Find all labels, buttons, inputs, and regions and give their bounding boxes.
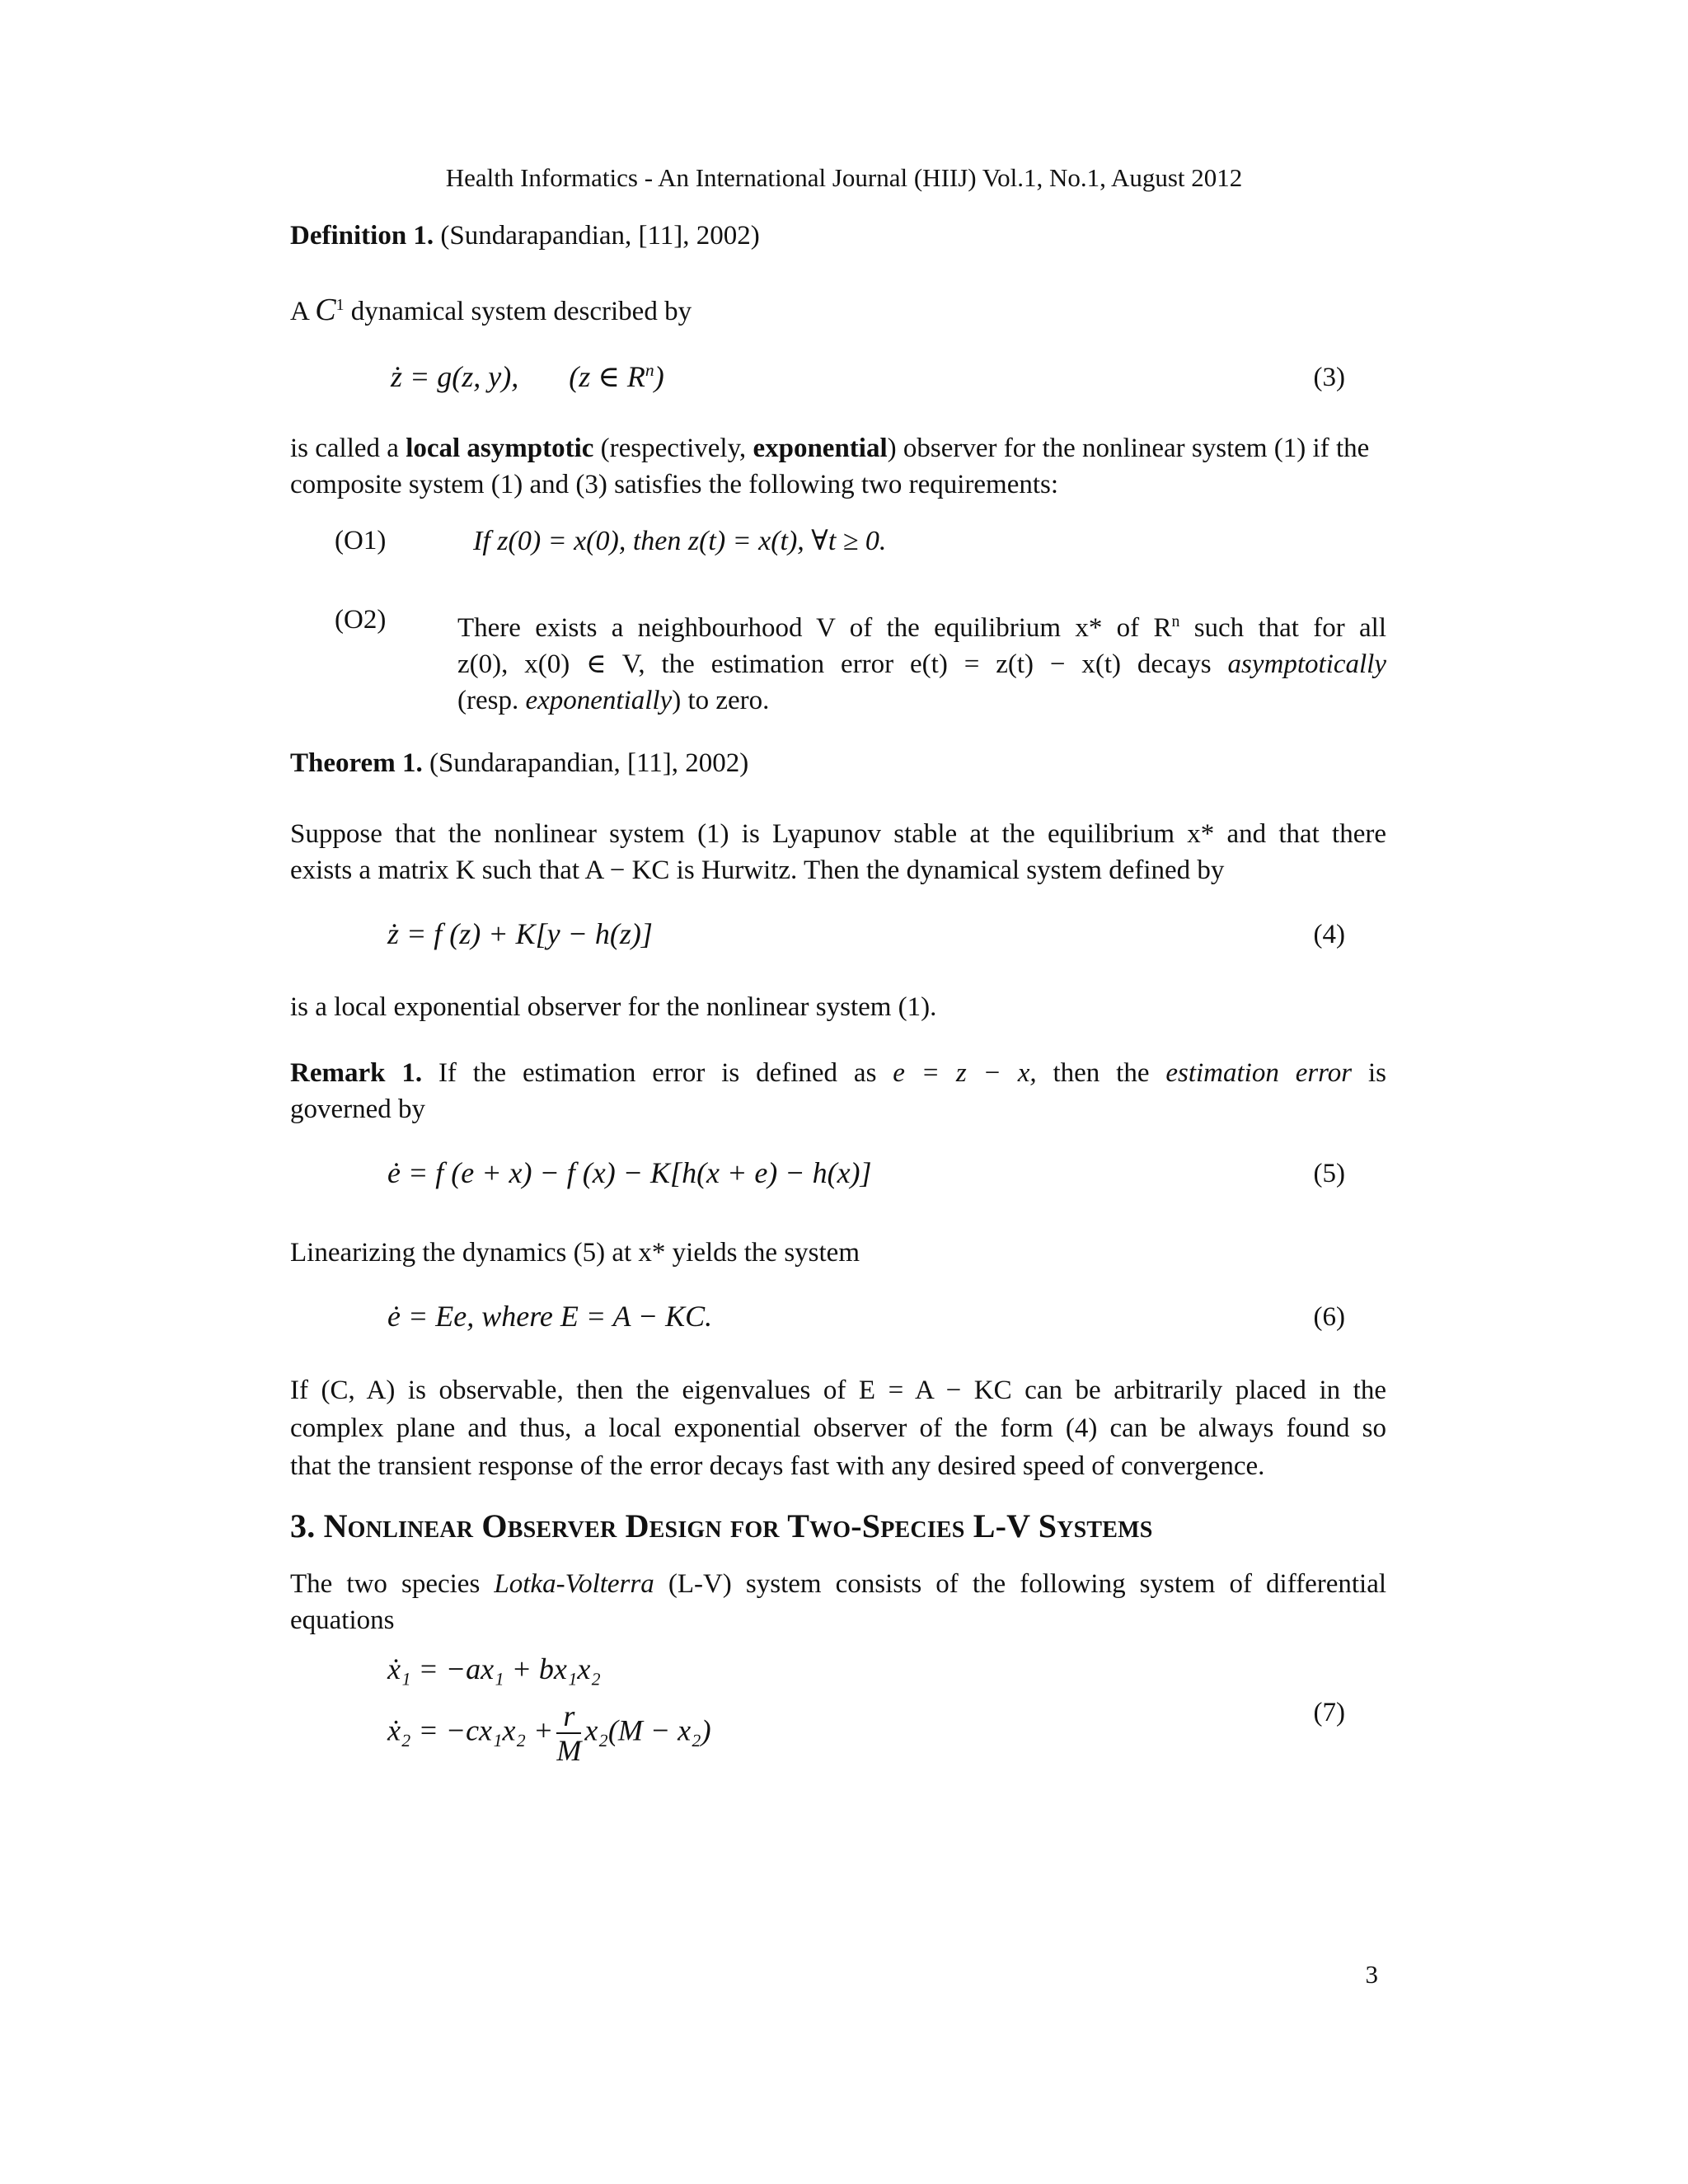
- equation-7-line1: ẋ₁ = −ax₁ + bx₁x₂: [387, 1652, 601, 1685]
- lv-intro: The two species Lotka-Volterra (L-V) system consists of the following system of differential equations: [290, 1569, 1387, 1635]
- observable-paragraph: If (C, A) is observable, then the eigenvalues of E = A − KC can be arbitrarily placed in the complex plane and thus, a local exponential observer of the form (4) can be always found so that the transient response of the error decays fast with any desired speed of convergence.: [290, 1376, 1386, 1481]
- c1-symbol: C: [315, 293, 336, 327]
- equation-7-line2: ẋ₂ = −cx₁x₂ + $\frac{r}{M}$ x₂(M − x₂): [387, 1699, 711, 1767]
- theorem-ref: (Sundarapandian, [11], 2002): [429, 748, 749, 778]
- theorem-heading: [290, 745, 1386, 781]
- term-local-asymptotic: local asymptotic: [406, 434, 594, 463]
- equation-5-number: (5): [1313, 1159, 1345, 1188]
- running-header: Health Informatics - An International Journal (HIIJ) Vol.1, No.1, August 2012: [445, 163, 1243, 192]
- theorem-statement: Suppose that the nonlinear system (1) is Lyapunov stable at the equilibrium x* and that there exists a matrix K such that A − KC is Hurwitz. Then the dynamical system defined by: [290, 819, 1386, 885]
- fraction-r-over-m: $\frac{r}{M}$: [556, 1699, 582, 1767]
- equation-5: ė = f (e + x) − f (x) − K[h(x + e) − h(x)]: [387, 1156, 872, 1189]
- requirement-o1-label: (O1): [335, 526, 387, 555]
- remark: Remark 1. If the estimation error is defined as e = z − x, then the estimation error is governed by: [290, 1058, 1387, 1124]
- section-title: 3. Nonlinear Observer Design for Two-Species L-V Systems: [290, 1507, 1153, 1544]
- requirement-o2-label: (O2): [335, 605, 387, 635]
- observer-definition: is called a local asymptotic (respectively, exponential) observer for the nonlinear system (1) if the composite system (1) and (3) satisfies the following two requirements:: [290, 434, 1370, 499]
- system-intro: [290, 287, 1386, 330]
- theorem-label: Theorem 1.: [290, 748, 423, 778]
- equation-3-number: (3): [1313, 363, 1345, 392]
- equation-6-number: (6): [1313, 1302, 1345, 1332]
- linearize-text: Linearizing the dynamics (5) at x* yields the system: [290, 1238, 860, 1268]
- equation-4-number: (4): [1313, 920, 1345, 949]
- system-intro-post: dynamical system described by: [350, 297, 692, 326]
- requirement-o1-text: If z(0) = x(0), then z(t) = x(t), ∀t ≥ 0.: [473, 526, 887, 556]
- remark-label: Remark 1.: [290, 1058, 423, 1088]
- equation-4: ż = f (z) + K[y − h(z)]: [387, 917, 653, 950]
- definition-label: Definition 1.: [290, 221, 434, 251]
- equation-6: ė = Ee, where E = A − KC.: [387, 1300, 713, 1333]
- after-equation-4: is a local exponential observer for the nonlinear system (1).: [290, 992, 937, 1022]
- equation-3-lhs: ż = g(z, y),: [391, 360, 519, 393]
- page-number: 3: [1365, 1960, 1378, 1989]
- system-intro-pre: A: [290, 297, 309, 326]
- equation-3-condition: (z ∈ $R^n$): [569, 360, 664, 393]
- equation-3: [391, 359, 664, 394]
- definition-ref: (Sundarapandian, [11], 2002): [440, 221, 760, 251]
- c1-superscript: 1: [335, 296, 345, 314]
- definition-heading: [290, 218, 1386, 254]
- requirement-o2-text: There exists a neighbourhood V of the equilibrium x* of $R^n$ such that for all z(0), x(0) ∈ V, the estimation error e(t) = z(t) − x(t) decays asymptotically (resp. exponentially) to zero.: [457, 612, 1387, 715]
- equation-7-number: (7): [1313, 1698, 1345, 1727]
- term-exponential: exponential: [753, 434, 888, 463]
